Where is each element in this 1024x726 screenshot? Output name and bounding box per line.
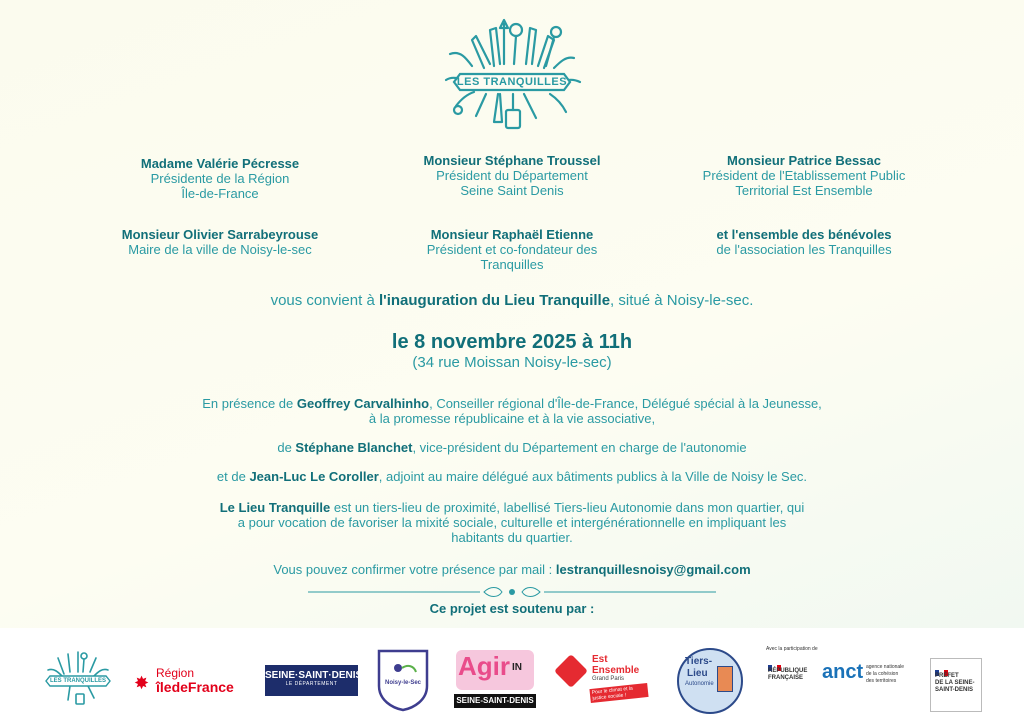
prefet-line-2: DE LA SEINE- <box>935 680 975 686</box>
anct-line-2: de la cohésion <box>866 671 899 677</box>
partner-tiers-lieu-logo <box>677 648 743 716</box>
dignitary-benevoles <box>654 227 954 272</box>
dignitary-name: Monsieur Stéphane Troussel <box>423 153 601 168</box>
dignitary-role: Président du Département <box>436 168 588 183</box>
person-name: Geoffrey Carvalhinho <box>296 396 430 411</box>
text: a pour vocation de favoriser la mixité sociale, culturelle et intergénérationnelle en impliquant les <box>237 515 787 530</box>
partner-seine-saint-denis-logo <box>265 665 363 696</box>
dignitary-name: Monsieur Raphaël Etienne <box>430 227 594 242</box>
text: , Conseiller régional d'Île-de-France, Délégué spécial à la Jeunesse, <box>429 396 822 411</box>
anct-wordmark: anct <box>822 661 864 683</box>
dignitary-name: Monsieur Patrice Bessac <box>727 153 881 168</box>
est-ensemble-mark-icon <box>554 654 588 688</box>
dignitary-etienne <box>370 227 654 272</box>
partner-region-idf-logo <box>134 666 252 696</box>
event-date: le 8 novembre 2025 à 11h <box>391 331 633 353</box>
partner-noisy-le-sec-logo <box>376 648 430 712</box>
dignitary-name: Monsieur Olivier Sarrabeyrouse <box>121 227 319 242</box>
dignitary-role: Île-de-France <box>181 186 259 201</box>
dignitary-role: Seine Saint Denis <box>460 183 564 198</box>
text: habitants du quartier. <box>451 530 573 545</box>
text: est un tiers-lieu de proximité, labellisé Tiers-lieu Autonomie dans mon quartier, qui <box>330 500 805 515</box>
agir-title: Agir <box>458 651 510 681</box>
agir-in: IN <box>512 662 522 673</box>
rsvp-text: Vous pouvez confirmer votre présence par mail : <box>273 562 556 577</box>
partner-republique-anct-logo <box>766 646 926 716</box>
dignitary-name: Madame Valérie Pécresse <box>140 156 300 171</box>
text: à la promesse républicaine et à la vie associative, <box>368 411 656 426</box>
presence-carvalhinho <box>120 396 904 426</box>
ssd-subtitle: LE DÉPARTEMENT <box>285 681 338 687</box>
dignitary-troussel <box>370 153 654 201</box>
dignitary-sarrabeyrouse <box>70 227 370 272</box>
ornament-divider <box>308 585 716 599</box>
region-name: îledeFrance <box>156 679 234 695</box>
partner-prefet-logo <box>930 658 982 712</box>
event-date-block <box>0 330 1024 372</box>
rf-line-2: FRANÇAISE <box>768 675 804 681</box>
prefet-flag-icon <box>935 663 949 669</box>
presence-le-coroller <box>120 469 904 484</box>
anct-line-3: des territoires <box>866 678 897 684</box>
prefet-line-1: PRÉFET <box>935 673 959 679</box>
support-title: Ce projet est soutenu par : <box>429 601 595 616</box>
prefet-line-3: SAINT-DENIS <box>935 687 974 693</box>
star-icon: ✸ <box>134 673 150 693</box>
tranquilles-logo <box>432 18 592 136</box>
region-label: Région <box>156 666 195 680</box>
rf-line-1: RÉPUBLIQUE <box>768 668 808 674</box>
climat-tag: Pour le climat et la justice sociale ! <box>589 683 648 703</box>
partner-tranquilles-text: LES TRANQUILLES <box>49 678 106 684</box>
tiers-label-3: Autonomie <box>685 681 714 687</box>
invitation-highlight: l'inauguration du Lieu Tranquille <box>378 292 611 309</box>
partners-band <box>0 628 1024 726</box>
dignitary-role: Territorial Est Ensemble <box>735 183 873 198</box>
text: , vice-président du Département en charge de l'autonomie <box>412 440 747 455</box>
anct-line-1: agence nationale <box>866 664 905 670</box>
ssd-title: SEINE·SAINT·DENIS <box>265 670 363 681</box>
partner-agir-in-logo <box>454 646 536 710</box>
rsvp-email-link[interactable]: lestranquillesnoisy@gmail.com <box>555 562 751 577</box>
logo-text: LES TRANQUILLES <box>456 76 568 88</box>
dignitary-role: Président de l'Etablissement Public <box>702 168 906 183</box>
tiers-label-1: Tiers- <box>685 656 713 667</box>
est-label: Est <box>592 654 608 665</box>
lieu-description <box>120 500 904 545</box>
dignitaries-grid <box>70 153 954 272</box>
text: , adjoint au maire délégué aux bâtiments publics à la Ville de Noisy le Sec. <box>378 469 808 484</box>
invitation-prefix: vous convient à <box>270 292 379 309</box>
invitation-line <box>0 292 1024 309</box>
building-icon <box>717 666 733 692</box>
place-name: Le Lieu Tranquille <box>219 500 331 515</box>
presence-section <box>120 396 904 559</box>
text: et de <box>216 469 250 484</box>
text: de <box>277 440 296 455</box>
presence-blanchet <box>120 440 904 455</box>
agir-subtitle: SEINE-SAINT-DENIS <box>454 694 536 708</box>
person-name: Jean-Luc Le Coroller <box>249 469 379 484</box>
grand-paris-label: Grand Paris <box>592 676 625 682</box>
partner-est-ensemble-logo <box>556 652 648 710</box>
dignitary-bessac <box>654 153 954 201</box>
tiers-label-2: Lieu <box>687 668 708 679</box>
dignitary-role: Présidente de la Région <box>150 171 290 186</box>
marianne-flag-icon <box>768 658 782 664</box>
invitation-suffix: , situé à Noisy-le-sec. <box>610 292 754 309</box>
dignitary-role: Président et co-fondateur des <box>426 242 598 257</box>
participation-heading: Avec la participation de <box>766 646 818 652</box>
event-address: (34 rue Moissan Noisy-le-sec) <box>412 354 612 371</box>
dignitary-pecresse <box>70 156 370 201</box>
dignitary-role: de l'association les Tranquilles <box>716 242 892 257</box>
dignitary-role: Tranquilles <box>480 257 544 272</box>
person-name: Stéphane Blanchet <box>295 440 413 455</box>
noisy-text: Noisy-le-Sec <box>384 680 421 686</box>
partner-tranquilles-logo <box>40 650 116 706</box>
text: En présence de <box>202 396 297 411</box>
ensemble-label: Ensemble <box>592 665 640 676</box>
dignitary-role: Maire de la ville de Noisy-le-sec <box>128 242 312 257</box>
rsvp-line <box>0 562 1024 577</box>
dignitary-name: et l'ensemble des bénévoles <box>716 227 892 242</box>
